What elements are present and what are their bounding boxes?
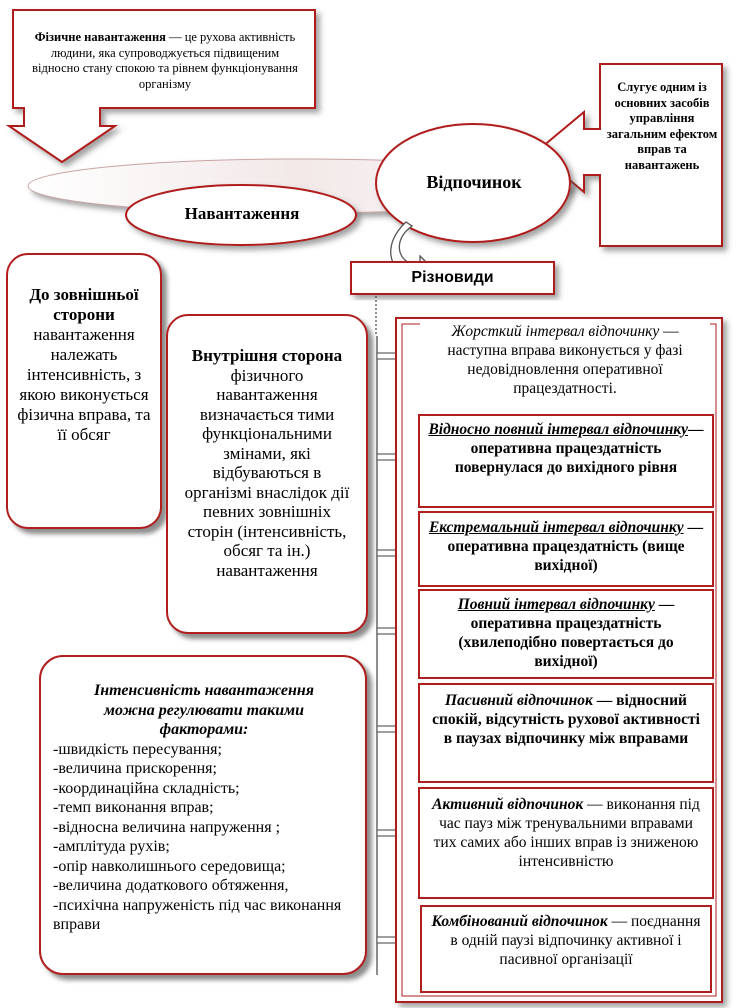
definition-text [28,30,302,92]
definition-term: Фізичне навантаження [34,30,166,44]
intensity-item: -величина додаткового обтяження, [53,877,289,894]
rest-note-text: Слугує одним із основних засобів управління загальним ефектом вправ та навантажень [606,80,718,172]
load-label: Навантаження [184,204,300,223]
definition-body: — це рухова активність людини, яка супроводжується підвищеним відносно стану спокою та рівнем функціонування організму [32,30,298,91]
intensity-item: -величина прискорення; [53,760,217,777]
intensity-list [53,740,355,935]
variant-rigid-interval [420,320,710,412]
variant-text: — виконання під час пауз між тренувальними вправами тих самих або інших вправ із зниженою інтенсивністю [433,796,700,870]
external-side-lead: До зовнішньої сторони [29,285,139,324]
variant-name: Відносно повний інтервал відпочинку [428,421,689,438]
variant-text: — оперативна працездатність повернулася до вихідного рівня [454,421,704,476]
intensity-box [39,655,367,975]
intensity-item: -темп виконання вправ; [53,799,214,816]
internal-side-box [166,314,368,634]
internal-side-text: фізичного навантаження визначається тими функціональними змінами, які відбуваються в організмі внаслідок дії певних зовнішніх сторін (інтенсивність, обсяг та ін.) навантаження [184,365,350,580]
external-side-box [6,253,162,529]
variant-text: — оперативна працездатність (вище вихідної) [447,519,704,574]
intensity-item: -відносна величина напруження ; [53,818,281,836]
intensity-item: -психічна напруженість під час виконання вправи [53,896,342,933]
variant-text: — наступна вправа виконується у фазі недовідновлення оперативної працездатності. [447,323,683,397]
variant-passive-rest [418,683,714,783]
intensity-title: Інтенсивність навантаження можна регулювати такими факторами: [93,682,315,738]
rest-label: Відпочинок [426,172,522,192]
variant-name: Екстремальний інтервал відпочинку [428,519,684,536]
variant-text: — поєднання в одній паузі відпочинку активної і пасивної організації [450,913,701,968]
variant-name: Активний відпочинок [432,796,584,813]
varieties-label: Різновиди [411,269,494,286]
variant-combined-rest [420,905,712,993]
intensity-item: -амплітуда рухів; [53,838,170,855]
variant-full-interval [418,589,714,679]
intensity-item: -координаційна складність; [53,779,240,797]
variant-name: Комбінований відпочинок [431,913,608,930]
variant-name: Пасивний відпочинок [445,692,593,709]
variant-name: Жорсткий інтервал відпочинку [451,323,660,340]
variant-active-rest [418,787,714,899]
variant-relatively-full-interval [418,414,714,508]
intensity-item: -швидкість пересування; [53,740,222,758]
variant-extreme-interval [418,511,714,587]
intensity-item: -опір навколишнього середовища; [53,857,286,875]
variant-text: — відносний спокій, відсутність рухової активності в паузах відпочинку між вправами [432,692,700,747]
variant-text: — оперативна працездатність (хвилеподібно повертається до вихідної) [458,596,675,670]
internal-side-lead: Внутрішня сторона [191,346,343,365]
variant-name: Повний інтервал відпочинку [457,596,655,613]
external-side-text: навантаження належать інтенсивність, з якою виконується фізична вправа, та її обсяг [17,325,151,444]
